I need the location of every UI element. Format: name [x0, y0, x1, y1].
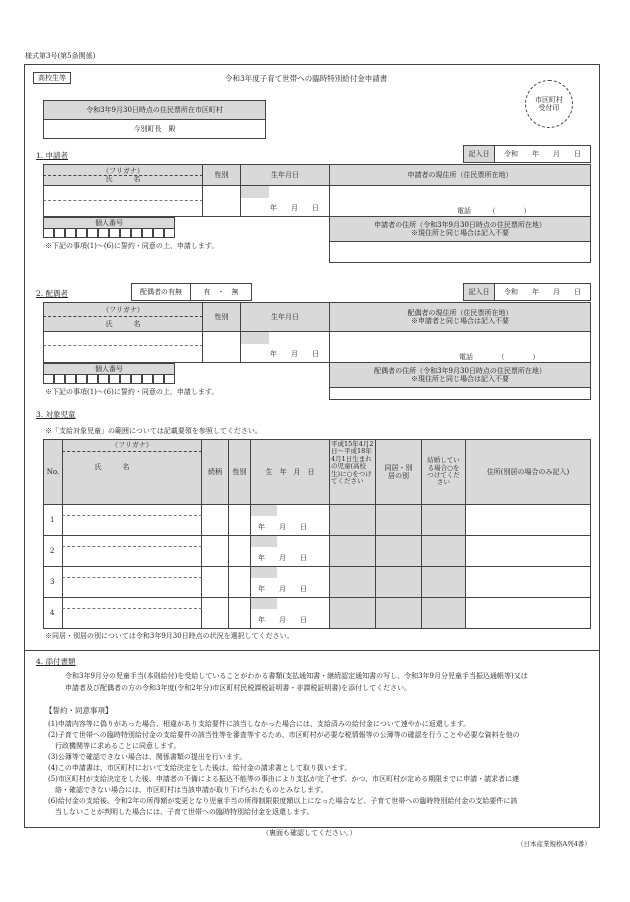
s3-h-name: [62, 439, 202, 505]
pledge-item: (5)市区町村が支給決定をした後、申請者の不備による振込不能等の事由により支払が完了せず、かつ、市区町村が定める期限までに申請・請求者に連: [48, 775, 520, 783]
stamp-line-1: 市区町村: [535, 95, 563, 104]
id-digit-box[interactable]: [131, 374, 142, 384]
s2-separate-address-header: [329, 362, 591, 388]
s3-h-living: 同居・別居の別: [375, 439, 422, 505]
pledge-item: (4)この申請書は、市区町村において支給決定をした後は、給付金の請求書として取り扱います。: [48, 764, 352, 772]
id-digit-box[interactable]: [65, 228, 76, 238]
s3-h-married: 結婚している場合○をつけてください: [421, 439, 466, 505]
s3-h-address: 住所(別居の場合のみ記入): [465, 439, 591, 505]
child-row-cell[interactable]: [228, 535, 251, 567]
s1-note: ※下記の事項(1)～(6)に誓約・同意の上、申請します。: [45, 242, 219, 250]
s1-separate-address-label: 申請者の住所（令和3年9月30日時点の住民票所在地）: [374, 220, 546, 229]
child-row-cell[interactable]: [228, 566, 251, 598]
s1-id-label: 個人番号: [43, 217, 175, 229]
s3-h-relation: 続柄: [201, 439, 229, 505]
s3-footnote: ※同居・別居の別については令和3年9月30日時点の状況を選択してください。: [45, 632, 294, 640]
back-note: （裏面も確認してください。）: [262, 829, 357, 837]
child-row-cell[interactable]: [329, 504, 376, 536]
child-row-number: 3: [50, 578, 55, 586]
s2-name-label: 氏 名: [105, 320, 141, 328]
child-birth-ymd: 年 月 日: [258, 523, 307, 531]
child-row-cell[interactable]: [421, 504, 466, 536]
child-row-number: 1: [50, 516, 55, 524]
child-birth-ymd: 年 月 日: [258, 554, 307, 562]
s2-birth-header: 生年月日: [240, 302, 330, 332]
s1-name-input[interactable]: [43, 185, 203, 217]
child-row-cell[interactable]: [228, 597, 251, 629]
reception-stamp: [525, 80, 573, 128]
s3-h-no: No.: [43, 439, 63, 505]
pledge-item: (3)公簿等で確認できない場合は、関係書類の提出を行います。: [48, 753, 247, 761]
child-row-cell[interactable]: [62, 597, 202, 629]
child-birth-ymd: 年 月 日: [258, 585, 307, 593]
pledge-item: 行政機関等に求めることに同意します。: [48, 742, 181, 750]
s3-furigana-label: （フリガナ）: [111, 441, 153, 449]
pledge-item: (2)子育て世帯への臨時特別給付金の支給要件の該当性等を審査等するため、市区町村が必要な税情報等の公簿等の確認を行うことや必要な資料を他の: [48, 731, 520, 739]
s2-exist-label: 配偶者の有無: [131, 283, 191, 301]
s2-separate-address-label: 配偶者の住所（令和3年9月30日時点の住民票所在地）: [374, 366, 546, 375]
section-attachments-title: 4. 添付書類: [36, 657, 76, 666]
id-digit-box[interactable]: [142, 374, 153, 384]
document-title: 令和3年度子育て世帯への臨時特別給付金申請書: [225, 74, 388, 83]
id-digit-box[interactable]: [98, 374, 109, 384]
id-digit-box[interactable]: [109, 374, 120, 384]
s1-birth-header: 生年月日: [240, 164, 330, 186]
section-applicant-title: 1. 申請者: [36, 151, 69, 160]
s2-phone: 電話 （ ）: [459, 353, 540, 361]
child-row-cell[interactable]: [465, 535, 591, 567]
child-row-cell[interactable]: [201, 504, 229, 536]
child-row-cell[interactable]: [329, 535, 376, 567]
form-id: 様式第3号(第5条関係): [25, 52, 96, 60]
s1-entry-label: 記入日: [463, 145, 495, 163]
s2-birth-ymd: 年 月 日: [270, 350, 319, 358]
s2-name-header: [43, 302, 203, 332]
s3-name-label: 氏 名: [94, 463, 130, 472]
pledge-title: 【誓約・同意事項】: [45, 706, 113, 715]
address-box-bottom: 今別町長 殿: [43, 119, 266, 139]
child-row-number: 2: [50, 547, 55, 555]
s2-furigana-label: （フリガナ）: [102, 305, 144, 314]
s2-id-label: 個人番号: [43, 363, 175, 375]
child-row-cell[interactable]: [201, 597, 229, 629]
child-row-cell[interactable]: [375, 504, 422, 536]
s1-separate-address-note: ※現住所と同じ場合は記入不要: [411, 229, 509, 237]
child-row-cell[interactable]: [329, 597, 376, 629]
s1-gender-header: 性別: [202, 164, 241, 186]
size-note: （日本産業規格A列4番）: [517, 840, 591, 848]
child-row-cell[interactable]: [62, 535, 202, 567]
id-digit-box[interactable]: [87, 228, 98, 238]
s1-name-label: 氏 名: [105, 175, 141, 183]
s2-name-input[interactable]: [43, 331, 203, 363]
child-birth-ymd: 年 月 日: [258, 616, 307, 624]
id-digit-box[interactable]: [131, 228, 142, 238]
id-digit-box[interactable]: [109, 228, 120, 238]
id-digit-box[interactable]: [120, 228, 131, 238]
s3-note: ※「支給対象児童」の範囲については記載要領を参照してください。: [45, 427, 262, 435]
child-row-cell[interactable]: [375, 535, 422, 567]
child-row-number: 4: [50, 609, 55, 617]
s2-exist-value[interactable]: 有 ・ 無: [190, 283, 252, 301]
id-digit-box[interactable]: [54, 374, 65, 384]
child-row-cell[interactable]: [62, 504, 202, 536]
s3-h-birth: 生 年 月 日: [250, 439, 330, 505]
id-digit-box[interactable]: [142, 228, 153, 238]
s2-address-note: ※申請者と同じ場合は記入不要: [411, 317, 509, 325]
pledge-item: (6)給付金の支給後、令和2年の所得額が変更となり児童手当の所得制限限度額以上になった場合など、子育て世帯への臨時特別給付金の支給要件に該: [48, 797, 518, 805]
id-digit-box[interactable]: [153, 228, 164, 238]
child-row-cell[interactable]: [465, 566, 591, 598]
s1-separate-address-header: [329, 216, 591, 242]
section-children-title: 3. 対象児童: [36, 410, 76, 419]
s2-entry-label: 記入日: [463, 283, 495, 301]
child-row-cell[interactable]: [375, 566, 422, 598]
child-row-cell[interactable]: [465, 504, 591, 536]
id-digit-box[interactable]: [76, 228, 87, 238]
id-digit-box[interactable]: [98, 228, 109, 238]
pledge-item: (1)申請内容等に偽りがあった場合、相違があり支給要件に該当しなかった場合には、支給済みの給付金について速やかに返還します。: [48, 720, 471, 728]
s4-body-1: 令和3年9月分の児童手当(本則給付)を受給していることがわかる書類(支払通知書・継続認定通知書の写し、令和3年9月分児童手当振込通帳等)又は: [65, 672, 528, 680]
s1-birth-ymd: 年 月 日: [270, 204, 319, 212]
id-digit-box[interactable]: [87, 374, 98, 384]
s2-gender-header: 性別: [202, 302, 241, 332]
category-box: 高校生等: [33, 72, 71, 84]
id-digit-box[interactable]: [120, 374, 131, 384]
s1-phone: 電話 （ ）: [457, 207, 531, 215]
child-row-cell[interactable]: [421, 535, 466, 567]
s1-furigana-label: （フリガナ）: [102, 166, 144, 175]
s2-separate-address-note: ※現住所と同じ場合は記入不要: [411, 375, 509, 383]
s2-address-label: 配偶者の現住所（住民票所在地）: [407, 308, 513, 317]
section-4-divider: [24, 650, 600, 651]
child-row-cell[interactable]: [201, 566, 229, 598]
s1-separate-address-input[interactable]: [329, 241, 591, 263]
s1-header-divider: [43, 175, 203, 176]
s2-gender-input[interactable]: [202, 331, 241, 363]
s4-body-2: 申請者及び配偶者の方の令和3年度(令和2年分)市区町村民税課税証明書・非課税証明書)を添付してください。: [65, 684, 412, 692]
stamp-line-2: 受付印: [538, 104, 560, 112]
child-row-cell[interactable]: [228, 504, 251, 536]
id-digit-box[interactable]: [76, 374, 87, 384]
child-row-cell[interactable]: [62, 566, 202, 598]
id-digit-box[interactable]: [153, 374, 164, 384]
s3-h-highschool: 平成15年4月2日～平成18年4月1日生まれの児童(高校生)に○をつけてください: [329, 439, 376, 505]
child-row-cell[interactable]: [421, 597, 466, 629]
id-digit-box[interactable]: [43, 228, 54, 238]
s1-gender-input[interactable]: [202, 185, 241, 217]
child-row-cell[interactable]: [465, 597, 591, 629]
s1-entry-value[interactable]: 令和 年 月 日: [494, 145, 591, 163]
id-digit-box[interactable]: [54, 228, 65, 238]
id-digit-box[interactable]: [164, 374, 175, 384]
pledge-item: 絡・確認できない場合には、市区町村は当該申請が取り下げられたものとみなします。: [48, 786, 328, 794]
section-spouse-title: 2. 配偶者: [36, 289, 69, 298]
child-row-cell[interactable]: [421, 566, 466, 598]
address-box-top: 令和3年9月30日時点の住民票所在市区町村: [43, 100, 266, 120]
child-row-cell[interactable]: [375, 597, 422, 629]
pledge-item: 当しないことが判明した場合には、子育て世帯への臨時特別給付金を返還します。: [48, 808, 314, 816]
s2-separate-address-input[interactable]: [329, 387, 591, 400]
child-row-cell[interactable]: [201, 535, 229, 567]
s2-address-header: [329, 302, 591, 332]
s3-h-gender: 性別: [228, 439, 251, 505]
s2-note: ※下記の事項(1)～(6)に誓約・同意の上、申請します。: [45, 388, 219, 396]
child-row-cell[interactable]: [329, 566, 376, 598]
id-digit-box[interactable]: [43, 374, 54, 384]
s2-entry-value[interactable]: 令和 年 月 日: [494, 283, 591, 301]
s1-address-header: 申請者の現住所（住民票所在地）: [329, 164, 591, 186]
id-digit-box[interactable]: [65, 374, 76, 384]
id-digit-box[interactable]: [164, 228, 175, 238]
